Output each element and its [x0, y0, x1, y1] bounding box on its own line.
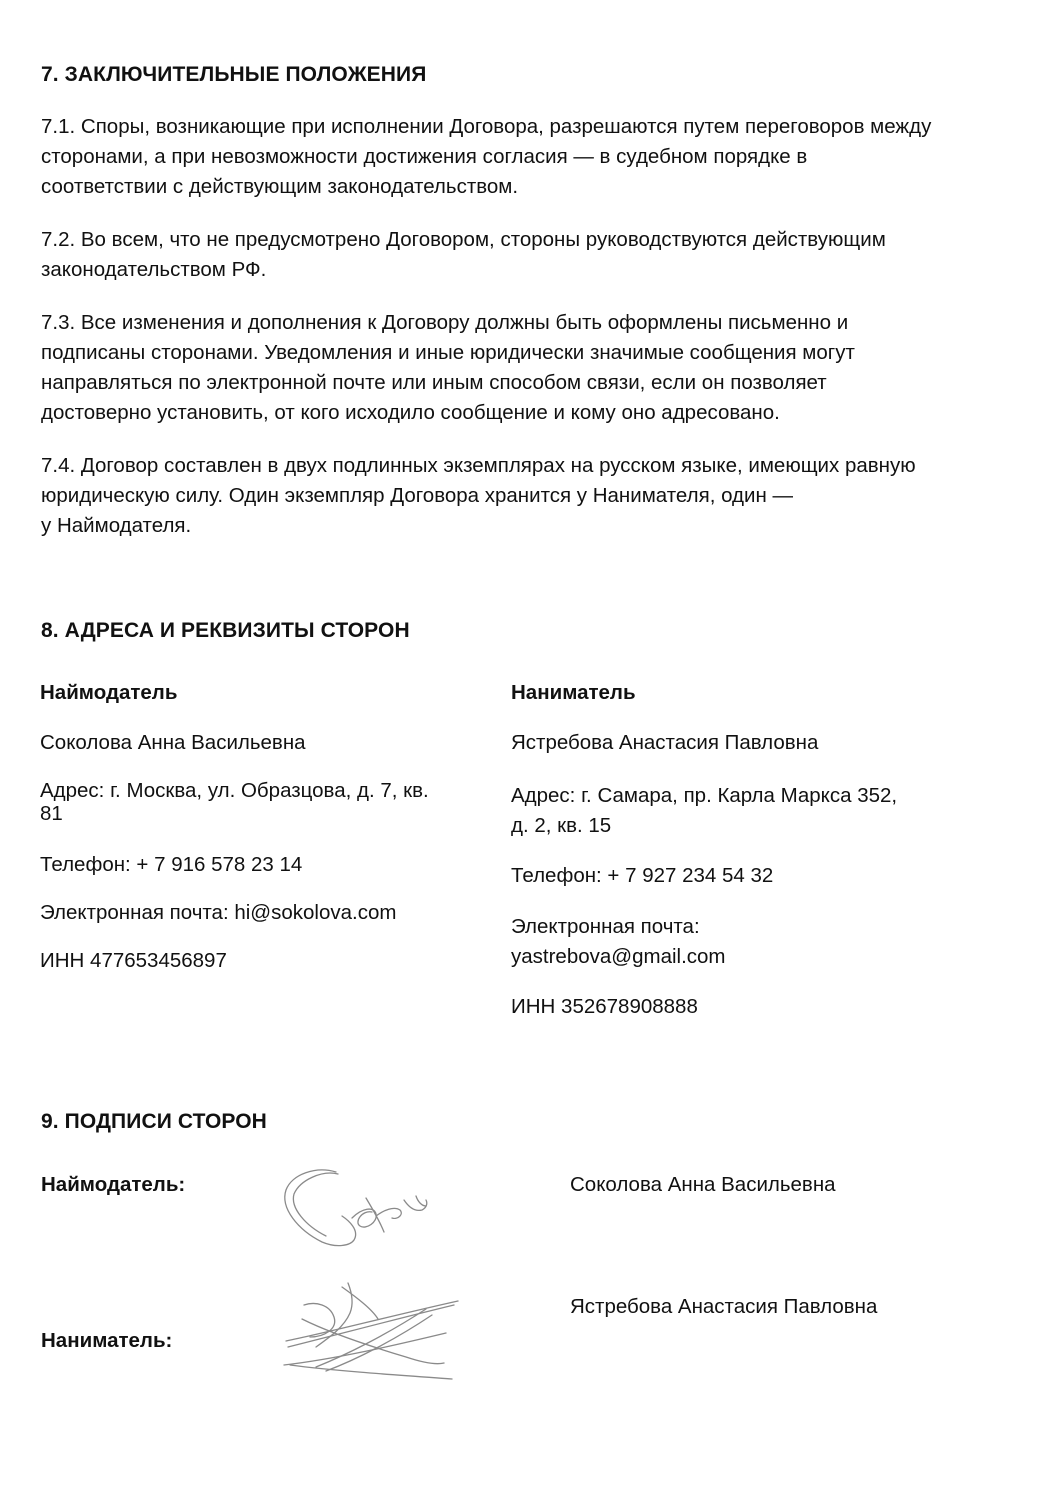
landlord-address-line-1: Адрес: г. Москва, ул. Образцова, д. 7, кв.	[40, 779, 429, 802]
clause-7-4-line-3: у Наймодателя.	[41, 514, 192, 537]
tenant-signature-label: Наниматель:	[41, 1329, 173, 1352]
clause-7-1-line-3: соответствии с действующим законодательством.	[41, 175, 519, 198]
clause-7-4-line-2: юридическую силу. Один экземпляр Договора хранится у Нанимателя, один —	[41, 484, 793, 507]
tenant-name: Ястребова Анастасия Павловна	[511, 731, 819, 754]
landlord-email: Электронная почта: hi@sokolova.com	[40, 901, 397, 924]
landlord-signature-label: Наймодатель:	[41, 1173, 186, 1196]
landlord-signature-name: Соколова Анна Васильевна	[570, 1173, 836, 1196]
tenant-email-line-2: yastrebova@gmail.com	[511, 945, 726, 968]
clause-7-2-line-2: законодательством РФ.	[41, 258, 267, 281]
section-7-title: 7. ЗАКЛЮЧИТЕЛЬНЫЕ ПОЛОЖЕНИЯ	[41, 63, 427, 86]
tenant-address-line-1: Адрес: г. Самара, пр. Карла Маркса 352,	[511, 784, 898, 807]
tenant-signature-name: Ястребова Анастасия Павловна	[570, 1295, 878, 1318]
tenant-address-line-2: д. 2, кв. 15	[511, 814, 612, 837]
tenant-heading: Наниматель	[511, 681, 636, 704]
clause-7-3-line-1: 7.3. Все изменения и дополнения к Договору должны быть оформлены письменно и	[41, 311, 849, 334]
section-8-title: 8. АДРЕСА И РЕКВИЗИТЫ СТОРОН	[41, 619, 410, 642]
tenant-signature-icon	[276, 1275, 466, 1385]
clause-7-2	[41, 225, 1016, 285]
clause-7-3-line-3: направляться по электронной почте или иным способом связи, если он позволяет	[41, 371, 827, 394]
landlord-address	[40, 776, 480, 829]
landlord-inn: ИНН 477653456897	[40, 949, 227, 972]
tenant-phone: Телефон: + 7 927 234 54 32	[511, 864, 774, 887]
clause-7-4	[41, 451, 1016, 541]
clause-7-3	[41, 308, 1016, 428]
landlord-signature-icon	[276, 1160, 446, 1260]
clause-7-1	[41, 112, 1016, 202]
clause-7-1-line-2: сторонами, а при невозможности достижения согласия — в судебном порядке в	[41, 145, 808, 168]
clause-7-3-line-2: подписаны сторонами. Уведомления и иные юридически значимые сообщения могут	[41, 341, 855, 364]
landlord-address-line-2: 81	[40, 802, 63, 825]
clause-7-2-line-1: 7.2. Во всем, что не предусмотрено Договором, стороны руководствуются действующим	[41, 228, 886, 251]
landlord-phone: Телефон: + 7 916 578 23 14	[40, 853, 303, 876]
tenant-inn: ИНН 352678908888	[511, 995, 698, 1018]
tenant-address	[511, 781, 897, 841]
landlord-name: Соколова Анна Васильевна	[40, 731, 306, 754]
tenant-email	[511, 912, 726, 972]
section-9-title: 9. ПОДПИСИ СТОРОН	[41, 1110, 267, 1133]
clause-7-3-line-4: достоверно установить, от кого исходило сообщение и кому оно адресовано.	[41, 401, 780, 424]
tenant-email-line-1: Электронная почта:	[511, 915, 700, 938]
clause-7-1-line-1: 7.1. Споры, возникающие при исполнении Договора, разрешаются путем переговоров между	[41, 115, 932, 138]
clause-7-4-line-1: 7.4. Договор составлен в двух подлинных экземплярах на русском языке, имеющих равную	[41, 454, 916, 477]
landlord-heading: Наймодатель	[40, 681, 178, 704]
